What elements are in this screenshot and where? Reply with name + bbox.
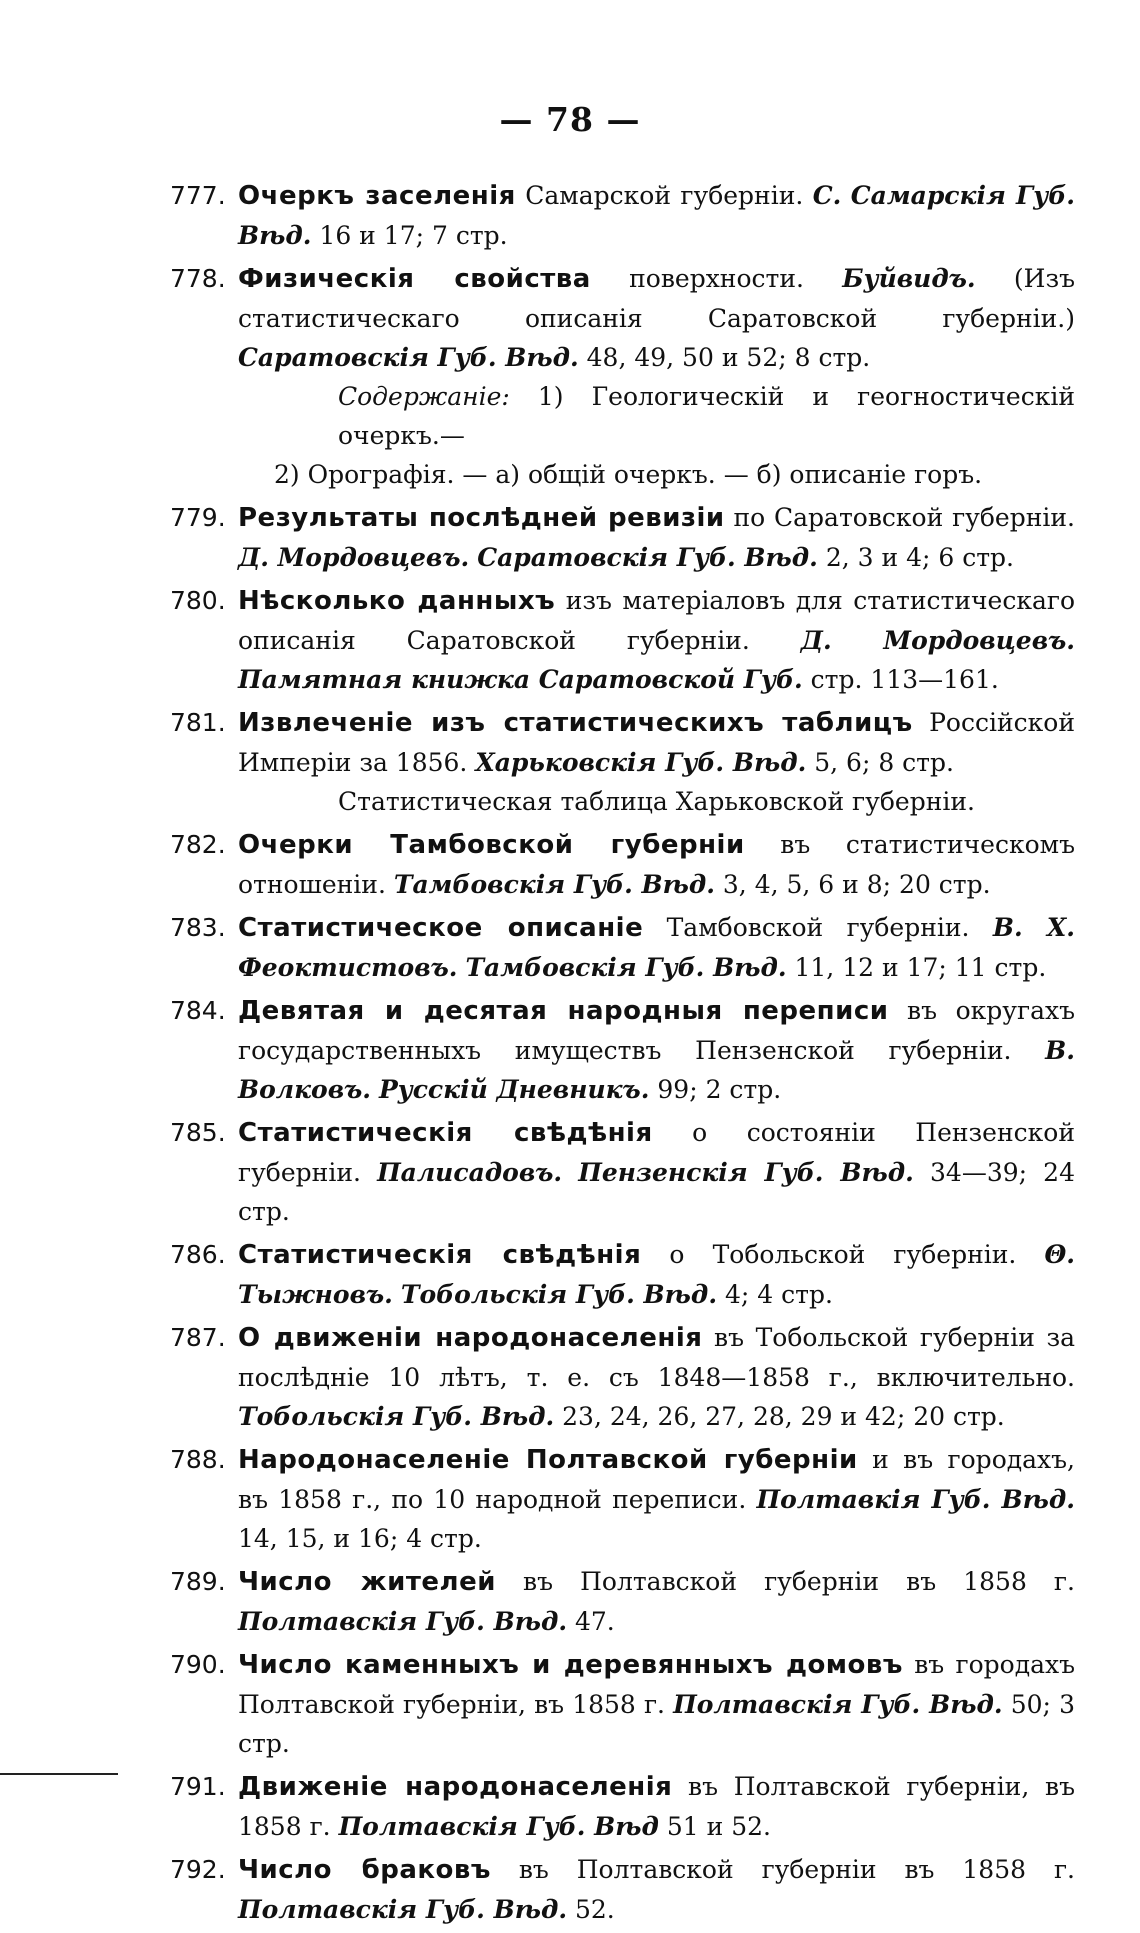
entry-source: Полтавскія Губ. Вѣд. — [238, 1895, 568, 1924]
entry-number: 788. — [170, 1445, 226, 1474]
entry-source: Саратовскія Губ. Вѣд. — [477, 543, 818, 572]
entry-tail: 4; 4 стр. — [717, 1280, 833, 1309]
entry-number: 786. — [170, 1240, 226, 1269]
contents-text-1: 1) Геологическій и геогностическій очеркъ.— — [338, 382, 1075, 450]
entry-source: Полтавкія Губ. Вѣд. — [756, 1485, 1075, 1514]
entry-title: Число жителей — [238, 1567, 496, 1597]
entry-source: Самарскія Губ. Вѣд. — [238, 181, 1075, 250]
list-item — [170, 1645, 1075, 1763]
entry-number: 777. — [170, 181, 226, 210]
entry-title: Движеніе народонаселенія — [238, 1772, 673, 1802]
entry-text: Самарской губерніи. — [515, 181, 813, 210]
entry-title: Статистическія свѣдѣнія — [238, 1240, 642, 1270]
entry-text: въ Полтавской губерніи въ 1858 г. — [495, 1567, 1075, 1596]
entry-source: Полтавскія Губ. Вѣд. — [238, 1607, 568, 1636]
page-number: — 78 — — [499, 100, 641, 139]
entry-tail: 16 и 17; 7 стр. — [311, 221, 508, 250]
entry-source: Саратовскія Губ. Вѣд. — [238, 343, 579, 372]
list-item — [170, 259, 1075, 494]
entry-author: Буйвидъ. — [842, 264, 976, 293]
list-item — [170, 1318, 1075, 1436]
entry-author: Палисадовъ. — [377, 1158, 563, 1187]
entry-number: 783. — [170, 913, 226, 942]
entry-author: Д. Мордовцевъ. — [800, 626, 1076, 655]
entry-text: въ округахъ государственныхъ имуществъ Пензенской губерніи. — [238, 996, 1075, 1065]
entry-text-2: (Изъ статистическаго описанія Саратовской губерніи.) — [238, 264, 1075, 333]
entry-source: Полтавскія Губ. Вѣд — [338, 1812, 659, 1841]
entry-tail: 3, 4, 5, 6 и 8; 20 стр. — [714, 870, 991, 899]
entry-text: изъ матеріаловъ для статистическаго описанія Саратовской губерніи. — [238, 586, 1076, 655]
list-item — [170, 1235, 1075, 1314]
entry-source: Русскій Дневникъ. — [378, 1075, 650, 1104]
entry-text-2 — [371, 1075, 379, 1104]
entry-title: Нѣсколько данныхъ — [238, 586, 556, 616]
list-item — [170, 825, 1075, 904]
list-item — [170, 581, 1075, 699]
entry-author: С. — [812, 181, 842, 210]
entry-text-2 — [841, 181, 850, 210]
footer-rule — [0, 1773, 118, 1775]
list-item — [170, 498, 1075, 577]
list-item — [170, 1440, 1075, 1558]
entry-text: о Тобольской губерніи. — [641, 1240, 1045, 1269]
entry-author: В. Х. Феоктистовъ. — [238, 913, 1075, 982]
entry-tail: 14, 15, и 16; 4 стр. — [238, 1524, 482, 1553]
entry-tail: 2, 3 и 4; 6 стр. — [817, 543, 1015, 572]
entry-tail: 47. — [567, 1607, 615, 1636]
entry-text: по Саратовской губерніи. — [724, 503, 1075, 532]
entry-title: О движеніи народонаселенія — [238, 1323, 703, 1353]
entry-source: Тобольскія Губ. Вѣд. — [238, 1402, 555, 1431]
entry-author: Д. Мордовцевъ. — [238, 543, 470, 572]
entry-text: въ Тобольской губерніи за послѣдніе 10 лѣтъ, т. е. съ 1848—1858 г., включительно. — [238, 1323, 1075, 1392]
entry-number: 785. — [170, 1118, 226, 1147]
entry-text: въ Полтавской губерніи, въ 1858 г. — [238, 1772, 1075, 1841]
list-item — [170, 1113, 1075, 1231]
entry-title: Народонаселеніе Полтавской губерніи — [238, 1445, 858, 1475]
entry-title: Девятая и десятая народныя переписи — [238, 996, 889, 1026]
entry-tail: 34—39; 24 стр. — [238, 1158, 1075, 1226]
entry-tail: 5, 6; 8 стр. — [806, 748, 954, 777]
entry-tail: 48, 49, 50 и 52; 8 стр. — [578, 343, 871, 372]
entry-source: Тобольскія Губ. Вѣд. — [400, 1280, 718, 1309]
entry-source: Памятная книжка Саратовской Губ. — [238, 665, 803, 694]
contents-label: Содержаніе: — [338, 382, 510, 411]
entry-title: Статистическія свѣдѣнія — [238, 1118, 653, 1148]
entry-source: Харьковскія Губ. Вѣд. — [475, 748, 807, 777]
entry-text-2 — [469, 543, 477, 572]
entry-text: въ статистическомъ отношеніи. — [238, 830, 1075, 899]
entry-title: Извлеченіе изъ статистическихъ таблицъ — [238, 708, 913, 738]
entry-title: Статистическое описаніе — [238, 913, 644, 943]
entry-tail: 23, 24, 26, 27, 28, 29 и 42; 20 стр. — [554, 1402, 1005, 1431]
contents-line-2: 2) Орографія. — а) общій очеркъ. — б) описаніе горъ. — [274, 460, 983, 489]
list-item — [170, 1767, 1075, 1846]
entry-text-2 — [562, 1158, 578, 1187]
entry-title: Число браковъ — [238, 1855, 491, 1885]
entry-text: о состояніи Пензенской губерніи. — [238, 1118, 1075, 1187]
list-item — [170, 1850, 1075, 1929]
entry-text: въ Полтавской губерніи въ 1858 г. — [490, 1855, 1075, 1884]
entry-note: Статистическая таблица Харьковской губерніи. — [338, 787, 975, 816]
entry-title: Число каменныхъ и деревянныхъ домовъ — [238, 1650, 903, 1680]
entry-number: 781. — [170, 708, 226, 737]
entry-number: 787. — [170, 1323, 226, 1352]
entry-tail: стр. 113—161. — [802, 665, 999, 694]
entry-title: Очеркъ заселенія — [238, 181, 516, 211]
entry-text: въ городахъ Полтавской губерніи, въ 1858 г. — [238, 1650, 1075, 1719]
list-item — [170, 703, 1075, 821]
entry-title: Физическія свойства — [238, 264, 591, 294]
list-item — [170, 908, 1075, 987]
entry-author: Θ. Тыжновъ. — [238, 1240, 1075, 1309]
entry-number: 779. — [170, 503, 226, 532]
entry-number: 784. — [170, 996, 226, 1025]
entry-tail: 51 и 52. — [658, 1812, 771, 1841]
entry-number: 780. — [170, 586, 226, 615]
contents-line-1 — [238, 377, 1075, 455]
entry-text: поверхности. — [590, 264, 843, 293]
entry-title: Результаты послѣдней ревизіи — [238, 503, 725, 533]
entry-source: Полтавскія Губ. Вѣд. — [673, 1690, 1003, 1719]
entry-number: 789. — [170, 1567, 226, 1596]
entry-number: 782. — [170, 830, 226, 859]
list-item — [170, 1562, 1075, 1641]
entry-tail: 52. — [567, 1895, 615, 1924]
entry-text: Тамбовской губерніи. — [643, 913, 993, 942]
entry-title: Очерки Тамбовской губерніи — [238, 830, 745, 860]
list-item — [170, 176, 1075, 255]
entry-number: 791. — [170, 1772, 226, 1801]
entry-source: Пензенскія Губ. Вѣд. — [578, 1158, 914, 1187]
list-item — [170, 991, 1075, 1109]
entry-number: 778. — [170, 264, 226, 293]
entry-tail: 11, 12 и 17; 11 стр. — [786, 953, 1047, 982]
entry-author: В. Волковъ. — [238, 1036, 1075, 1104]
entry-number: 790. — [170, 1650, 226, 1679]
entry-tail: 99; 2 стр. — [649, 1075, 782, 1104]
entry-text: и въ городахъ, въ 1858 г., по 10 народной переписи. — [238, 1445, 1075, 1514]
entry-text-2 — [393, 1280, 401, 1309]
entry-text: Россійской Имперіи за 1856. — [238, 708, 1075, 777]
entry-tail: 50; 3 стр. — [238, 1690, 1075, 1758]
entry-number: 792. — [170, 1855, 226, 1884]
entry-source: Тамбовскія Губ. Вѣд. — [393, 870, 715, 899]
bibliography-list — [170, 176, 1075, 1933]
entry-source: Тамбовскія Губ. Вѣд. — [465, 953, 787, 982]
